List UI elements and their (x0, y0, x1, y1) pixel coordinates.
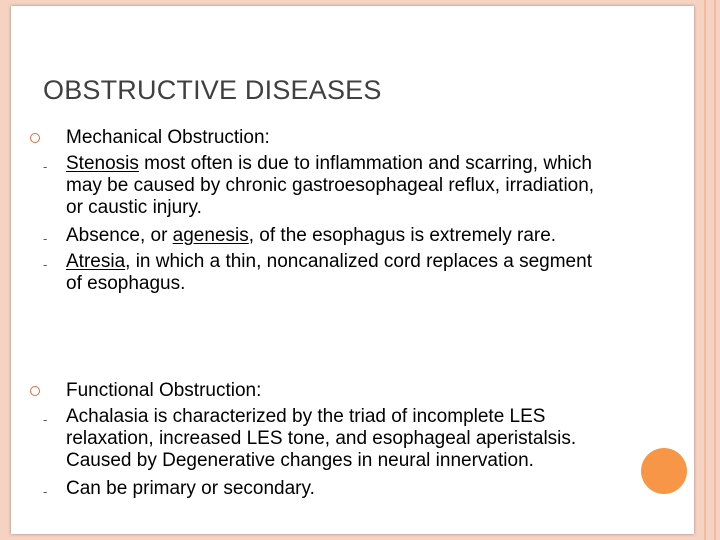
section-heading-mechanical (66, 127, 686, 149)
decorative-line (714, 0, 716, 540)
list-item-stenosis (66, 153, 686, 219)
section-heading-functional (66, 380, 686, 402)
item-text: Can be primary or secondary. (66, 478, 315, 499)
dash-marker: - (43, 231, 48, 246)
decorative-circle (641, 448, 687, 494)
item-text: may be caused by chronic gastroesophageal reflux, irradiation, (66, 175, 595, 196)
slide-title: OBSTRUCTIVE DISEASES (43, 75, 382, 105)
decorative-line (704, 0, 706, 540)
item-text: Caused by Degenerative changes in neural innervation. (66, 450, 534, 471)
item-text: , of the esophagus is extremely rare. (248, 225, 557, 246)
dash-marker: - (43, 484, 48, 499)
dash-marker: - (43, 257, 48, 272)
section-heading-text: Functional Obstruction: (66, 380, 262, 401)
term-atresia: Atresia (66, 251, 126, 272)
dash-marker: - (43, 412, 48, 427)
item-text: , in which a thin, noncanalized cord replaces a segment (125, 251, 592, 272)
term-stenosis: Stenosis (66, 153, 139, 174)
item-text: most often is due to inflammation and scarring, which (138, 153, 592, 174)
list-item-agenesis (66, 225, 686, 247)
item-text: relaxation, increased LES tone, and esophageal aperistalsis. (66, 428, 577, 449)
bullet-circle-icon (30, 133, 40, 143)
item-text: Achalasia is characterized by the triad of incomplete LES (66, 406, 546, 427)
bullet-circle-icon (30, 386, 40, 396)
list-item-primary-secondary (66, 478, 686, 500)
dash-marker: - (43, 159, 48, 174)
item-text: or caustic injury. (66, 197, 202, 218)
item-text: Absence, or (66, 225, 173, 246)
item-text: of esophagus. (66, 273, 186, 294)
list-item-achalasia (66, 406, 686, 472)
term-agenesis: agenesis (172, 225, 249, 246)
section-heading-text: Mechanical Obstruction: (66, 127, 270, 148)
list-item-atresia (66, 251, 686, 295)
